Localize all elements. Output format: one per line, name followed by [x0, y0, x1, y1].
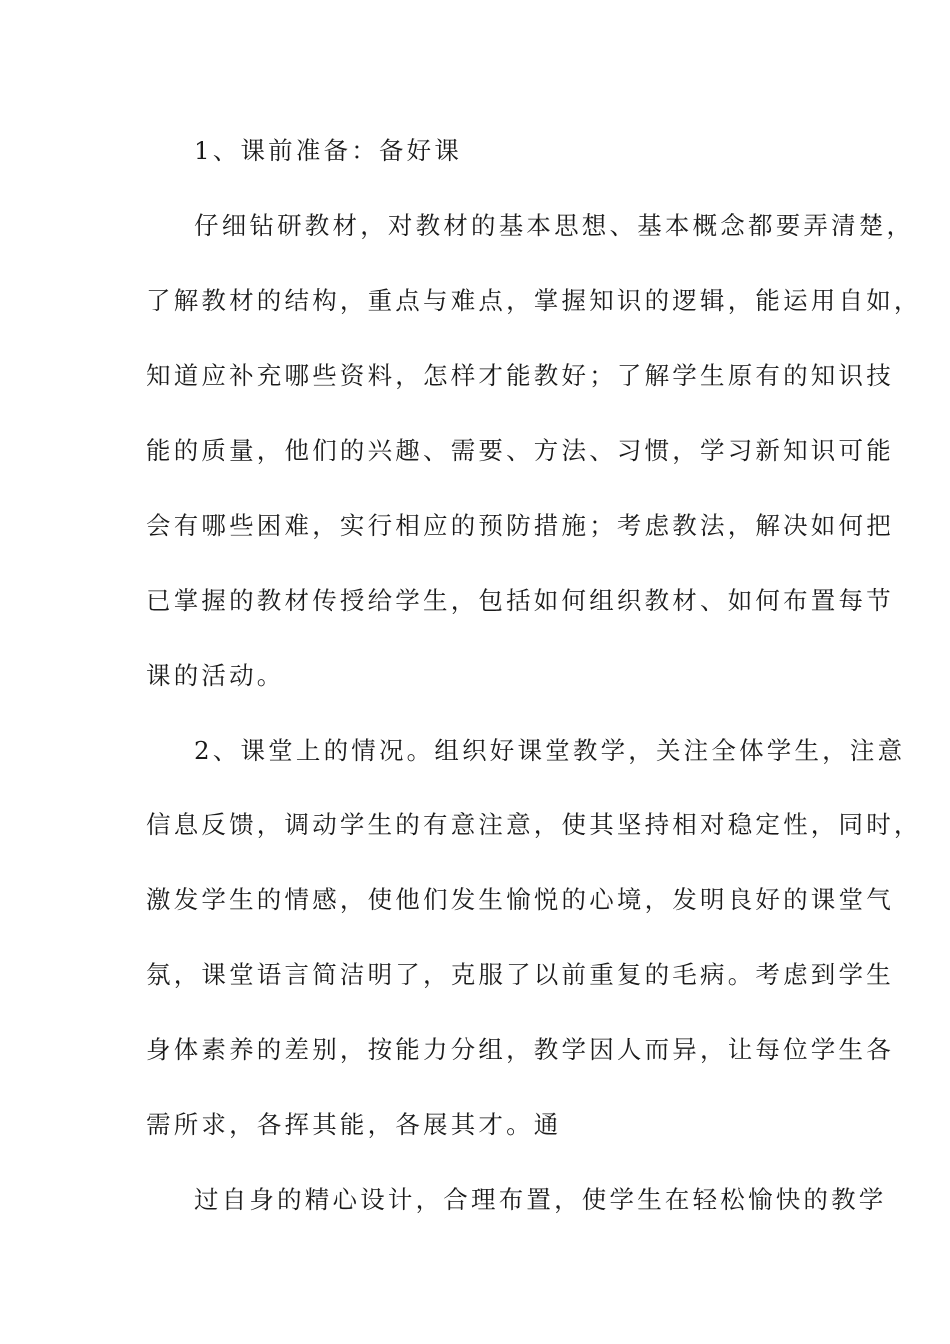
section-heading-1: 1、课前准备：备好课: [194, 136, 463, 165]
paragraph-line: 仔细钻研教材，对教材的基本思想、基本概念都要弄清楚，: [194, 211, 915, 240]
paragraph-line: 激发学生的情感，使他们发生愉悦的心境，发明良好的课堂气: [146, 885, 894, 914]
paragraph-line: 已掌握的教材传授给学生，包括如何组织教材、如何布置每节: [146, 586, 894, 615]
paragraph-line: 了解教材的结构，重点与难点，掌握知识的逻辑，能运用自如，: [146, 286, 922, 315]
paragraph-line: 能的质量，他们的兴趣、需要、方法、习惯，学习新知识可能: [146, 436, 894, 465]
section-heading-2: 2、课堂上的情况。组织好课堂教学，关注全体学生，注意: [194, 736, 906, 765]
paragraph-line: 身体素养的差别，按能力分组，教学因人而异，让每位学生各: [146, 1035, 894, 1064]
paragraph-line: 需所求，各挥其能，各展其才。通: [146, 1110, 562, 1139]
paragraph-line: 会有哪些困难，实行相应的预防措施；考虑教法，解决如何把: [146, 511, 894, 540]
paragraph-line: 知道应补充哪些资料，怎样才能教好；了解学生原有的知识技: [146, 361, 894, 390]
paragraph-line: 过自身的精心设计，合理布置，使学生在轻松愉快的教学: [194, 1185, 887, 1214]
paragraph-line: 氛，课堂语言简洁明了，克服了以前重复的毛病。考虑到学生: [146, 960, 894, 989]
paragraph-line: 课的活动。: [146, 661, 285, 690]
paragraph-line: 信息反馈，调动学生的有意注意，使其坚持相对稳定性，同时，: [146, 810, 922, 839]
